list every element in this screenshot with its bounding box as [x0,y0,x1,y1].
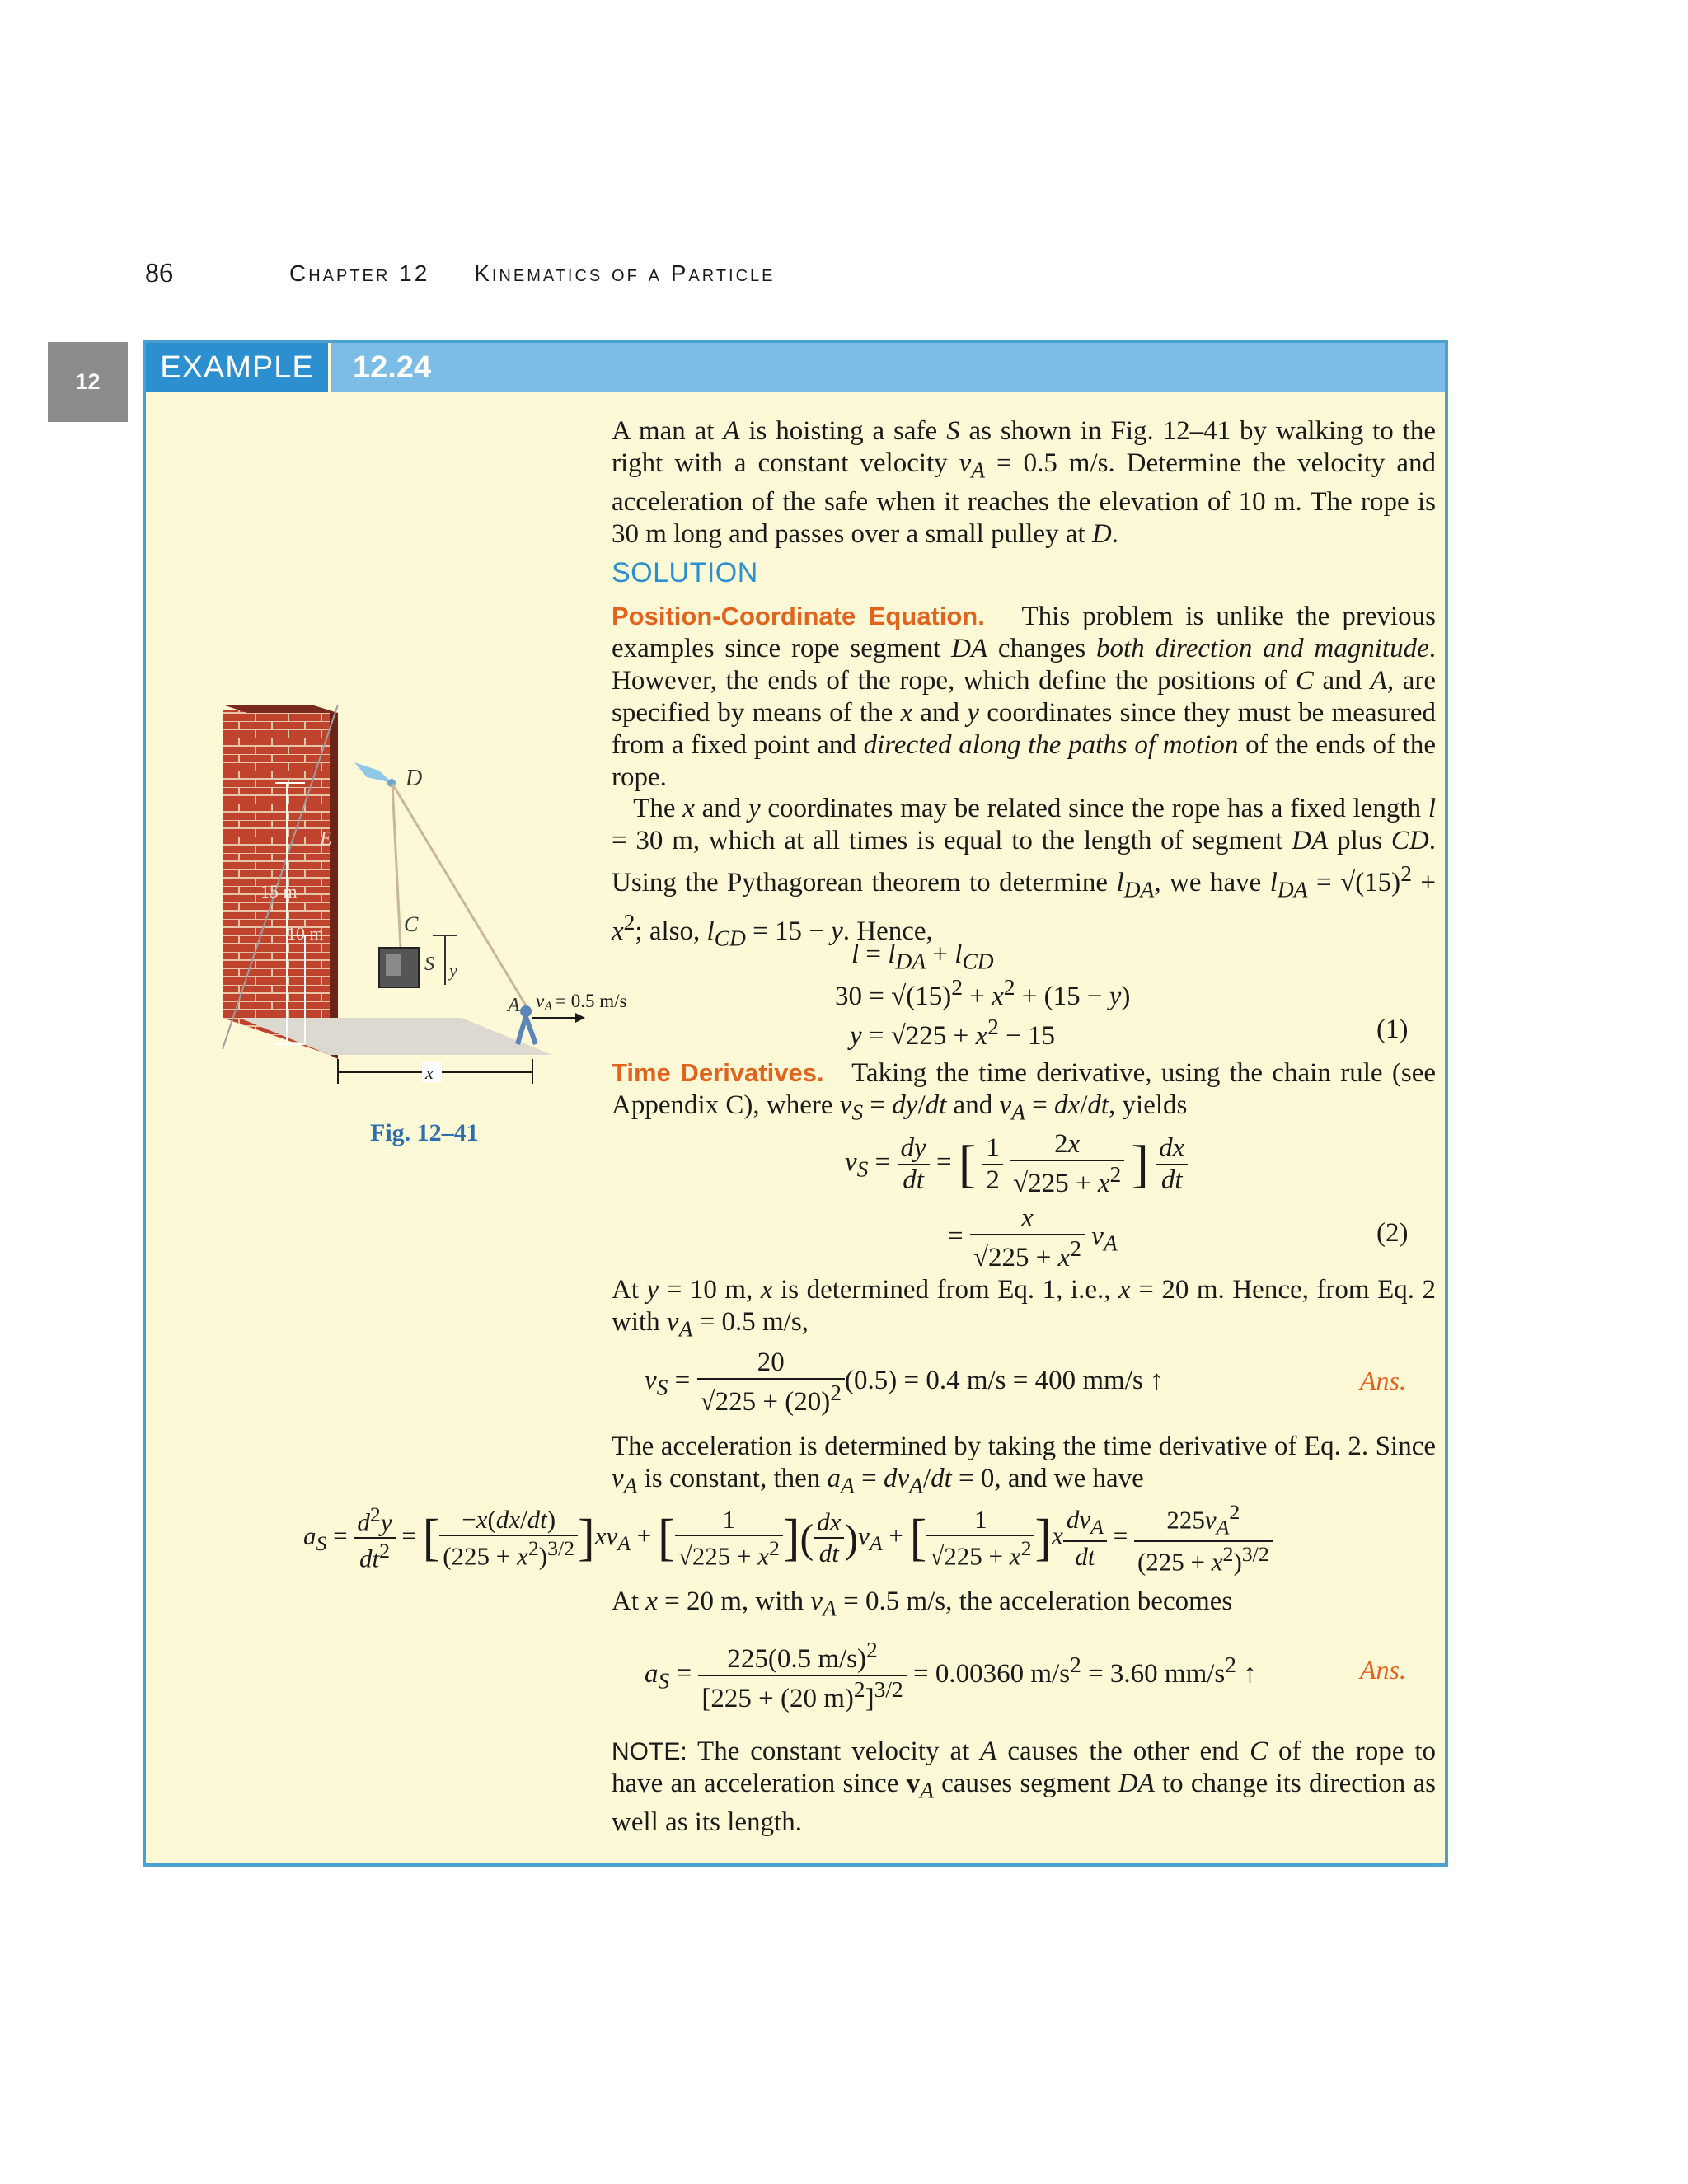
man-at-A [518,1005,536,1044]
label-10m: 10 m [287,923,324,944]
equation-as-derivative: $a_S$ = $\frac{d^2y}{dt^2}$ = [ $\frac{-x(dx/dt)}{(225 + x^2)^{3/2}}$ ]$xv_A$ + [ $\frac{1}{√225 + x^2}$ ]( $\frac{dx}{dt}$ )$v_A$ + [ $\frac{1}{√225 + x^2}$ ]x $\frac{dv_A}{dt}$ = $\frac{225v_A^2}{(225 + x^2)^{3/2}}$ [303,1500,1273,1577]
position-heading: Position-Coordinate Equation. [612,602,985,630]
label-C: C [404,912,419,936]
label-S: S [424,954,434,975]
problem-statement: A man at A is hoisting a safe S as shown in Fig. 12–41 by walking to the right with a constant velocity $v_A = 0.5$ m/s. Determine the velocity and acceleration of the safe when it reaches the elevation of 10 m. The rope is 30 m long and passes over a small pulley at D. [612,416,1436,549]
time-text: Taking the time derivative, using the chain rule (see Appendix C), where $v_S = dy/dt$ and $v_A = dx/dt$, yields [612,1058,1437,1125]
answer-label-1: Ans. [1360,1366,1406,1395]
example-header-bar [146,343,1445,392]
equation-vs-derivative: $v_S$ = $\frac{dy}{dt}$ = [ $\frac{1}{2}$ $\frac{2x}{√225 + x^2}$ ] $\frac{dx}{dt}$ [845,1129,1188,1199]
equation-2-label: (2) [1376,1218,1409,1248]
time-heading: Time Derivatives. [612,1058,824,1087]
solution-title: SOLUTION [612,557,758,588]
velocity-label: vA = 0.5 m/s [536,991,627,1014]
chapter-title: Kinematics of a Particle [474,260,776,286]
label-x: x [425,1062,434,1083]
time-derivatives-paragraph [612,1057,1436,1128]
page-number: 86 [145,258,173,288]
running-head [289,260,776,287]
label-E: E [320,828,332,850]
rope-DC [392,784,401,948]
label-y: y [449,960,457,981]
pulley-bracket [354,762,396,787]
label-A: A [508,995,520,1016]
figure-12-41 [223,705,627,1108]
chapter-tab: 12 [48,342,128,422]
acceleration-paragraph: The acceleration is determined by taking the time derivative of Eq. 2. Since $v_A$ is constant, then $a_A = dv_A/dt = 0$, and we have [612,1432,1436,1498]
chapter-label: Chapter 12 [289,260,430,286]
as-result: = 0.00360 $m/s^2 = 3.60$ $mm/s^2$ ↑ [913,1651,1257,1689]
figure-caption: Fig. 12–41 [370,1119,479,1146]
note-label: NOTE: [612,1738,687,1765]
example-number: 12.24 [353,349,432,385]
position-paragraph-1 [612,600,1436,794]
answer-label-2: Ans. [1360,1655,1406,1685]
note-text: The constant velocity at A causes the other end C of the rope to have an acceleration since $v_A$ causes segment DA to change its direction as well as its length. [612,1736,1436,1837]
equation-vs-numeric: $v_S$ = $\frac{20}{√225 + (20)^2}$ (0.5) = 0.4 m/s = 400 mm/s ↑ [645,1347,1164,1417]
equation-as-numeric: $a_S$ = $\frac{225(0.5 m/s)^2}{[225 + (20 m)^2]^{3/2}}$ = 0.00360 $m/s^2 = 3.60$ $mm/s^2$ ↑ [645,1637,1257,1713]
vs-result: (0.5) = 0.4 m/s = 400 mm/s ↑ [844,1366,1164,1396]
position-text: This problem is unlike the previous examples since rope segment DA changes both direction and magnitude. However, the ends of the rope, which define the positions of C and A, are specified by means of the x and y coordinates since they must be measured from a fixed point and directed along the paths of motion of the ends of the rope. [612,602,1437,792]
equation-1-label: (1) [1376,1015,1409,1044]
at-x-paragraph: At x = 20 m, with $v_A = 0.5$ m/s, the acceleration becomes [612,1586,1233,1621]
label-D: D [406,766,423,791]
equation-y: $y = √225 + x^2 - 15$ [850,1014,1056,1051]
equation-vs-simplified: = $\frac{x}{√225 + x^2}$ $v_A$ [948,1203,1118,1272]
example-label: EXAMPLE [146,343,331,392]
equation-30: $30 = √(15)^2 + x^2 + (15 - y)$ [835,974,1131,1011]
note-paragraph [612,1736,1436,1839]
safe [379,948,419,987]
equation-l: $l = l_{DA} + l_{CD}$ [851,940,994,974]
position-paragraph-2: The x and y coordinates may be related since the rope has a fixed length l = 30 m, which at all times is equal to the length of segment DA plus CD. Using the Pythagorean theorem to determine $l_{DA}$, we have $l_{DA} = √(15)^2 + x^2$; also, $l_{CD} = 15 - y$. Hence, [612,794,1436,951]
at-y-paragraph: At y = 10 m, x is determined from Eq. 1, i.e., x = 20 m. Hence, from Eq. 2 with $v_A = 0.5$ m/s, [612,1275,1437,1342]
label-15m: 15 m [260,881,298,902]
